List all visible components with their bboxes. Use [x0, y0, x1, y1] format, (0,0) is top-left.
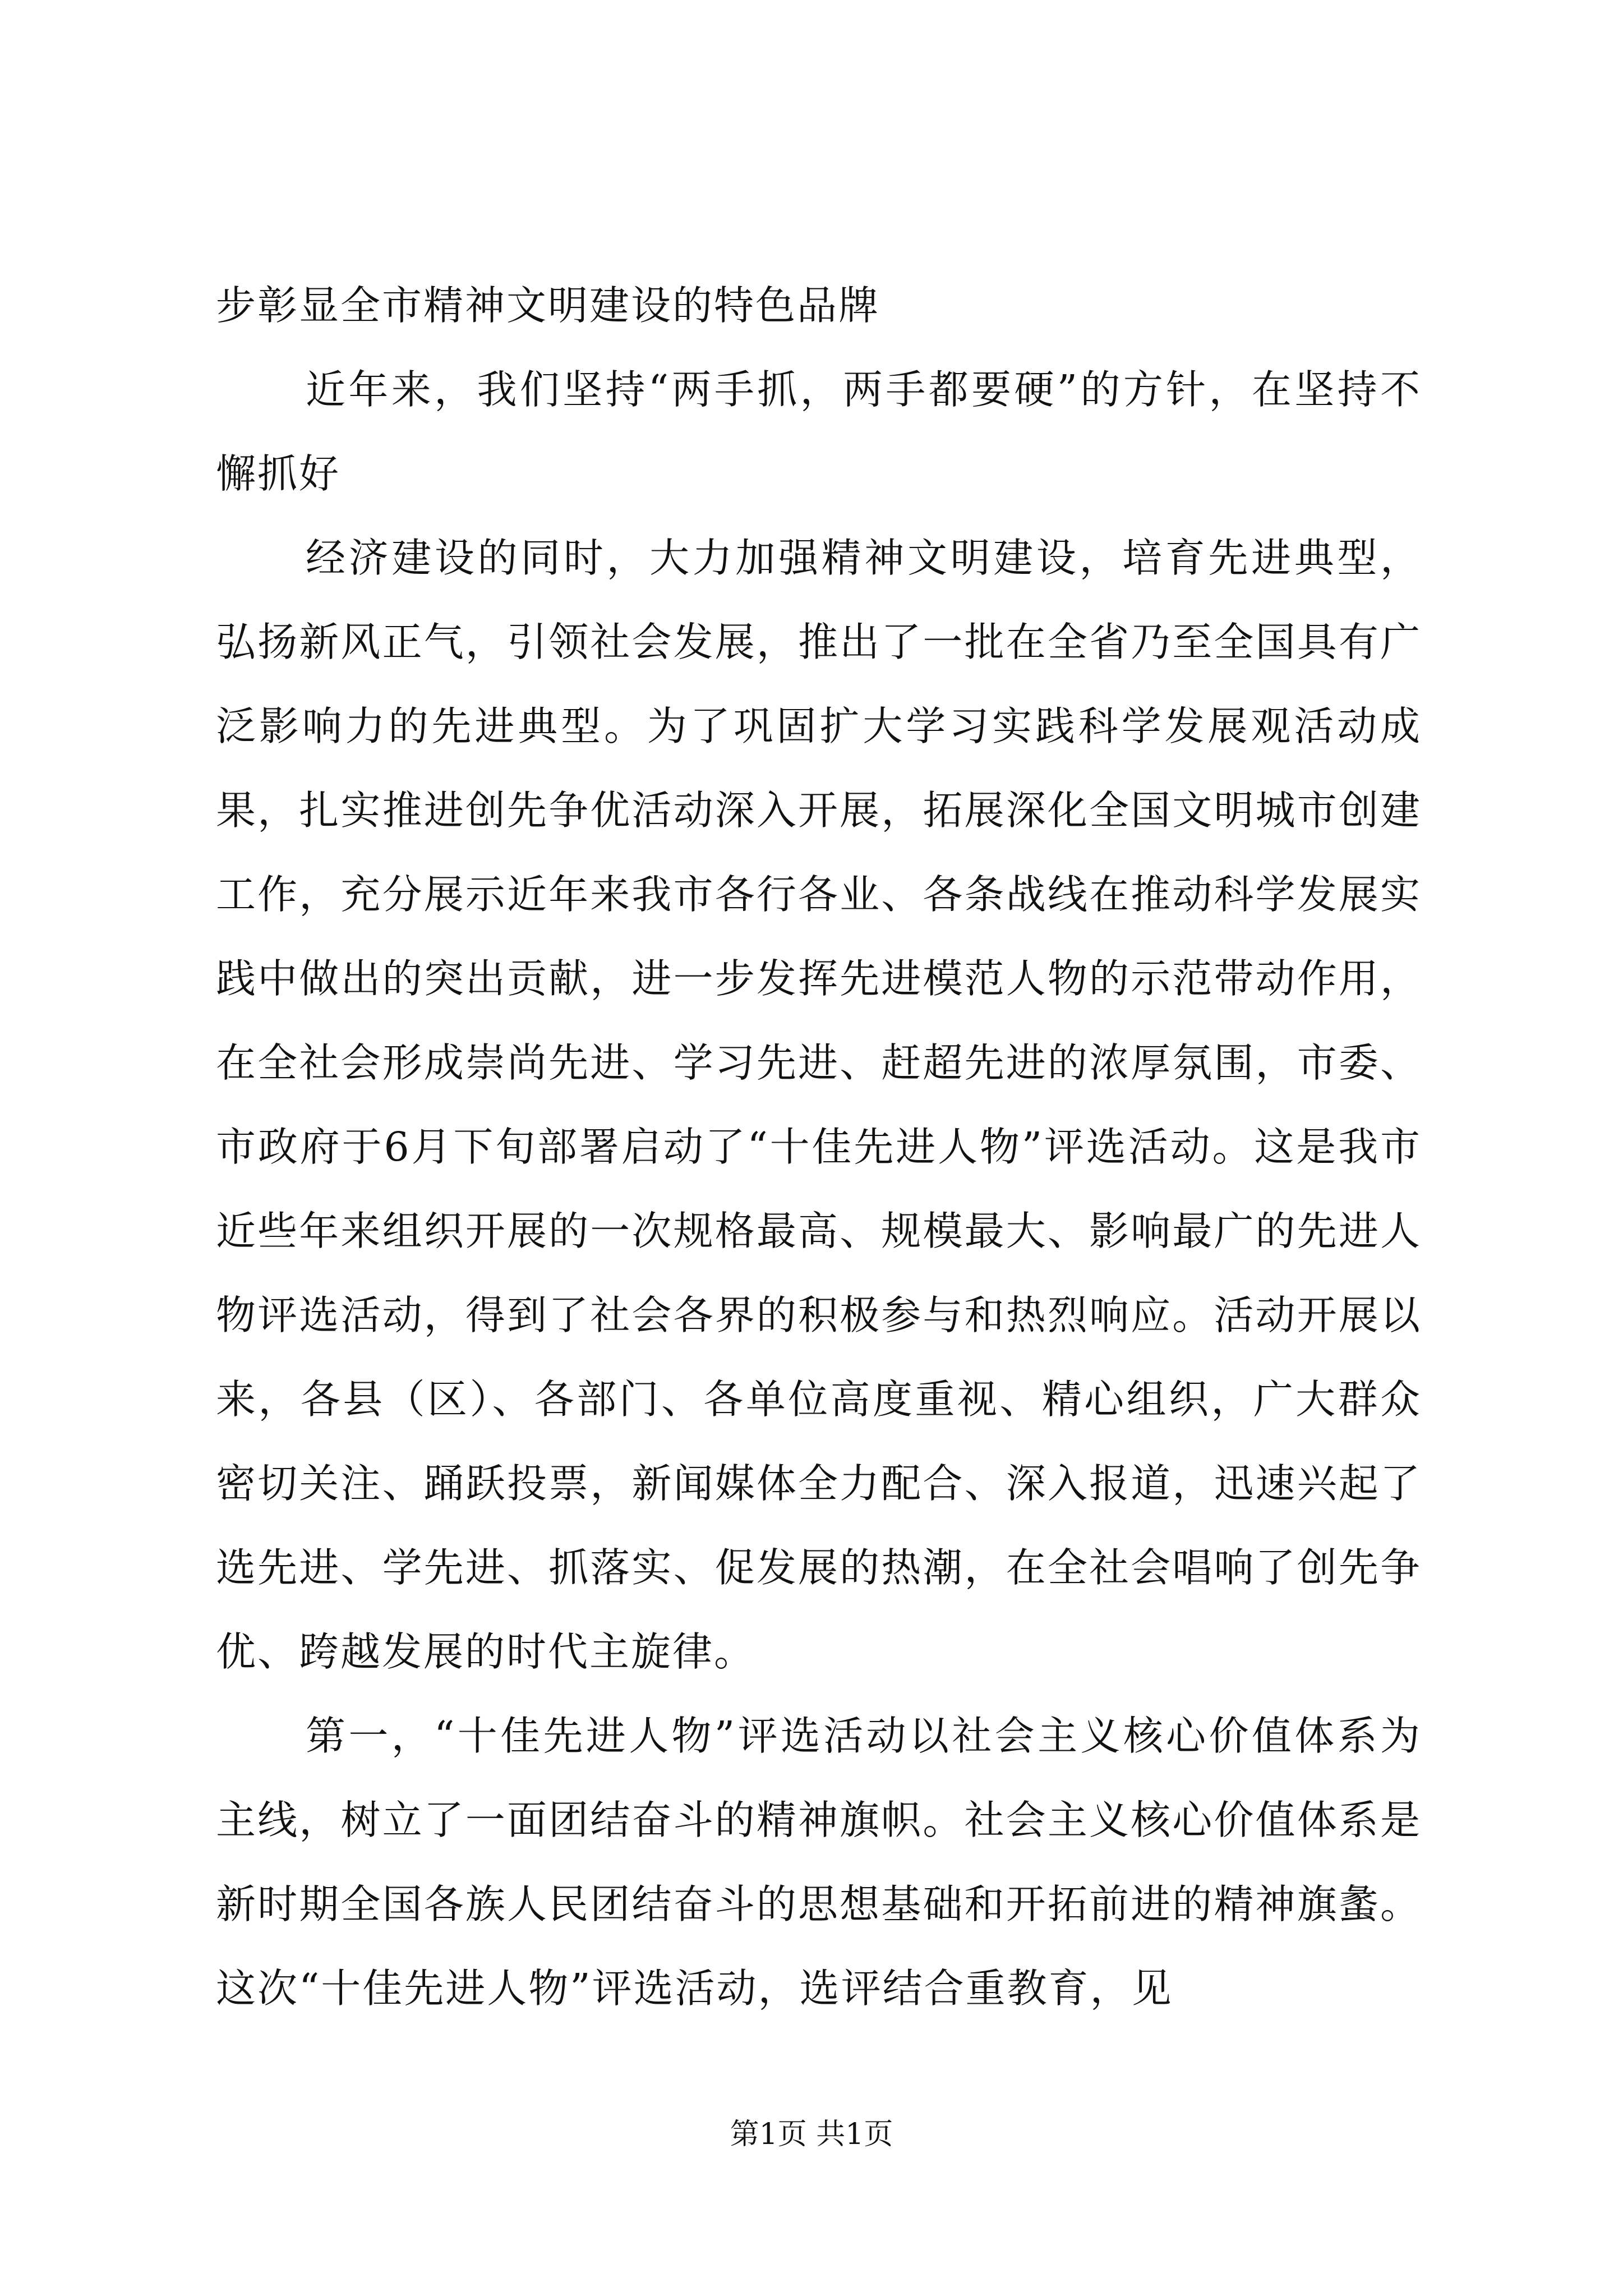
page-footer [0, 2115, 1623, 2154]
footer-total-prefix: 共 [816, 2118, 846, 2151]
footer-page-number: 1 [759, 2118, 778, 2151]
footer-page-suffix: 页 [777, 2118, 807, 2151]
paragraph-4: 第一，“十佳先进人物”评选活动以社会主义核心价值体系为主线，树立了一面团结奋斗的精神旗帜。社会主义核心价值体系是新时期全国各族人民团结奋斗的思想基础和开拓前进的精神旗䗍。这次“十佳先进人物”评选活动，选评结合重教育，见 [216, 1713, 1422, 2012]
paragraph-3: 经济建设的同时，大力加强精神文明建设，培育先进典型，弘扬新风正气，引领社会发展，推出了一批在全省乃至全国具有广泛影响力的先进典型。为了巩固扩大学习实践科学发展观活动成果，扎实推进创先争优活动深入开展，拓展深化全国文明城市创建工作，充分展示近年来我市各行各业、各条战线在推动科学发展实践中做出的突出贡献，进一步发挥先进模范人物的示范带动作用，在全社会形成崇尚先进、学习先进、赶超先进的浓厚氛围，市委、市政府于6月下旬部署启动了“十佳先进人物”评选活动。这是我市近些年来组织开展的一次规格最高、规模最大、影响最广的先进人物评选活动，得到了社会各界的积极参与和热烈响应。活动开展以来，各县（区）、各部门、各单位高度重视、精心组织，广大群众密切关注、踊跃投票，新闻媒体全力配合、深入报道，迅速兴起了选先进、学先进、抓落实、促发展的热潮，在全社会唱响了创先争优、跨越发展的时代主旋律。 [216, 535, 1422, 1675]
paragraph-1: 步彰显全市精神文明建设的特色品牌 [216, 282, 880, 329]
paragraph-2: 近年来，我们坚持“两手抓，两手都要硬”的方针，在坚持不懈抓好 [216, 366, 1422, 497]
footer-prefix: 第 [730, 2118, 759, 2151]
footer-total-pages: 1 [845, 2118, 864, 2151]
footer-total-suffix: 页 [864, 2118, 893, 2151]
document-body [216, 264, 1422, 2031]
